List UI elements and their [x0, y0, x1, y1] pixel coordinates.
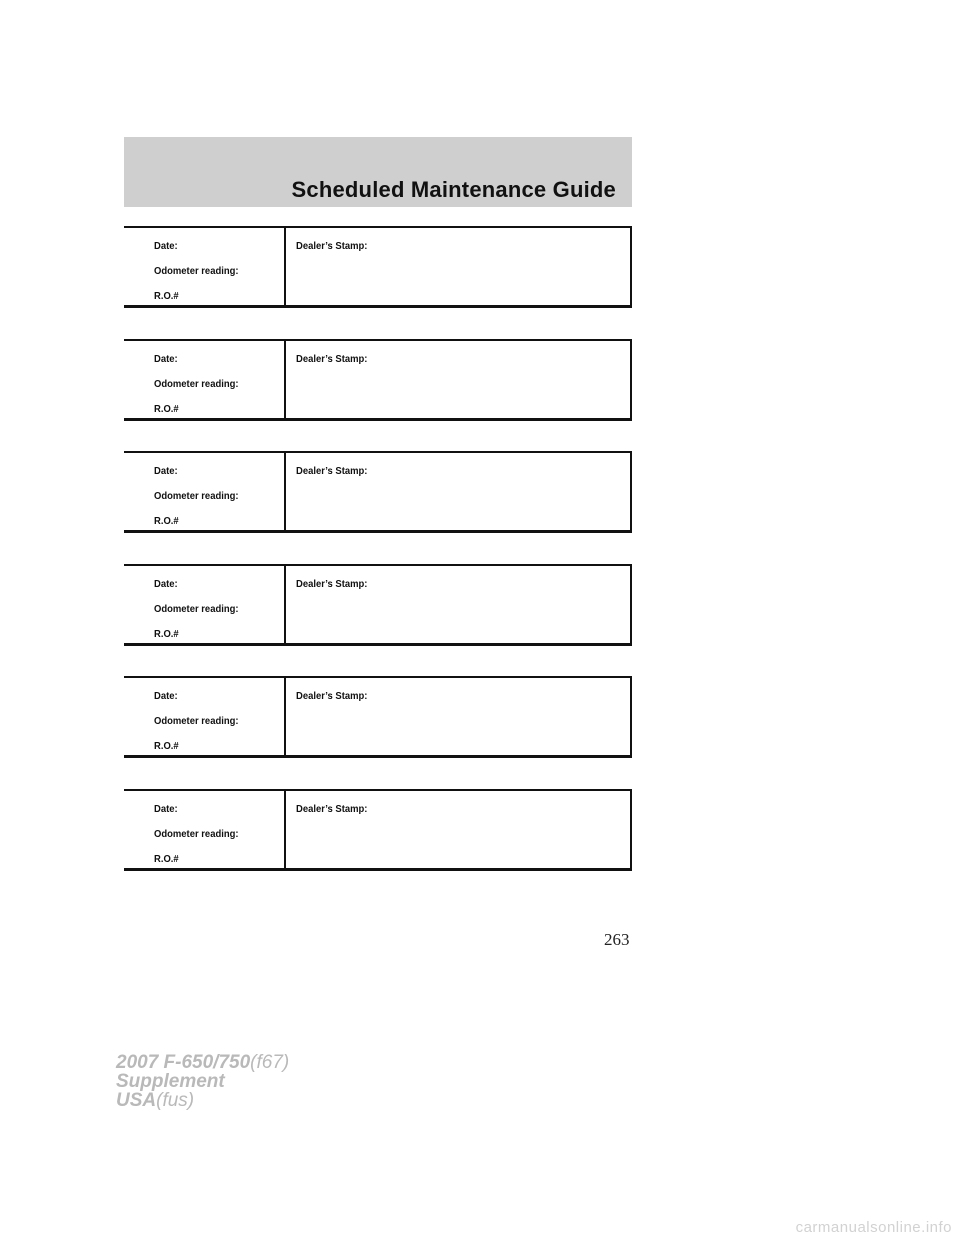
footer-model-code: (f67) [250, 1052, 290, 1073]
odometer-label: Odometer reading: [154, 603, 239, 615]
date-label: Date: [154, 353, 178, 365]
column-divider [284, 566, 286, 643]
footer-line-market [116, 1091, 289, 1110]
service-record-entry [124, 339, 632, 421]
dealer-stamp-label: Dealer’s Stamp: [296, 353, 368, 365]
dealer-stamp-label: Dealer’s Stamp: [296, 240, 368, 252]
ro-label: R.O.# [154, 290, 179, 302]
date-label: Date: [154, 465, 178, 477]
footer-line-model [116, 1053, 289, 1072]
column-divider [284, 678, 286, 755]
service-record-entry [124, 789, 632, 871]
date-label: Date: [154, 578, 178, 590]
right-border [630, 453, 632, 530]
ro-label: R.O.# [154, 740, 179, 752]
right-border [630, 228, 632, 305]
service-record-entry [124, 676, 632, 758]
right-border [630, 341, 632, 418]
service-record-entry [124, 564, 632, 646]
date-label: Date: [154, 690, 178, 702]
odometer-label: Odometer reading: [154, 378, 239, 390]
right-border [630, 678, 632, 755]
section-title: Scheduled Maintenance Guide [291, 177, 616, 202]
odometer-label: Odometer reading: [154, 265, 239, 277]
dealer-stamp-label: Dealer’s Stamp: [296, 803, 368, 815]
odometer-label: Odometer reading: [154, 490, 239, 502]
column-divider [284, 228, 286, 305]
odometer-label: Odometer reading: [154, 828, 239, 840]
page-number: 263 [604, 930, 630, 949]
footer-market: USA [116, 1090, 157, 1111]
ro-label: R.O.# [154, 515, 179, 527]
document-footer [116, 1053, 289, 1110]
dealer-stamp-label: Dealer’s Stamp: [296, 578, 368, 590]
ro-label: R.O.# [154, 853, 179, 865]
ro-label: R.O.# [154, 403, 179, 415]
site-watermark: carmanualsonline.info [795, 1219, 952, 1236]
dealer-stamp-label: Dealer’s Stamp: [296, 465, 368, 477]
footer-model: 2007 F-650/750 [116, 1052, 251, 1073]
footer-supplement: Supplement [116, 1071, 225, 1092]
odometer-label: Odometer reading: [154, 715, 239, 727]
date-label: Date: [154, 240, 178, 252]
footer-market-code: (fus) [156, 1090, 195, 1111]
column-divider [284, 791, 286, 868]
column-divider [284, 341, 286, 418]
right-border [630, 791, 632, 868]
dealer-stamp-label: Dealer’s Stamp: [296, 690, 368, 702]
date-label: Date: [154, 803, 178, 815]
right-border [630, 566, 632, 643]
service-record-entry [124, 226, 632, 308]
service-record-entry [124, 451, 632, 533]
column-divider [284, 453, 286, 530]
ro-label: R.O.# [154, 628, 179, 640]
section-header-band [124, 137, 632, 207]
